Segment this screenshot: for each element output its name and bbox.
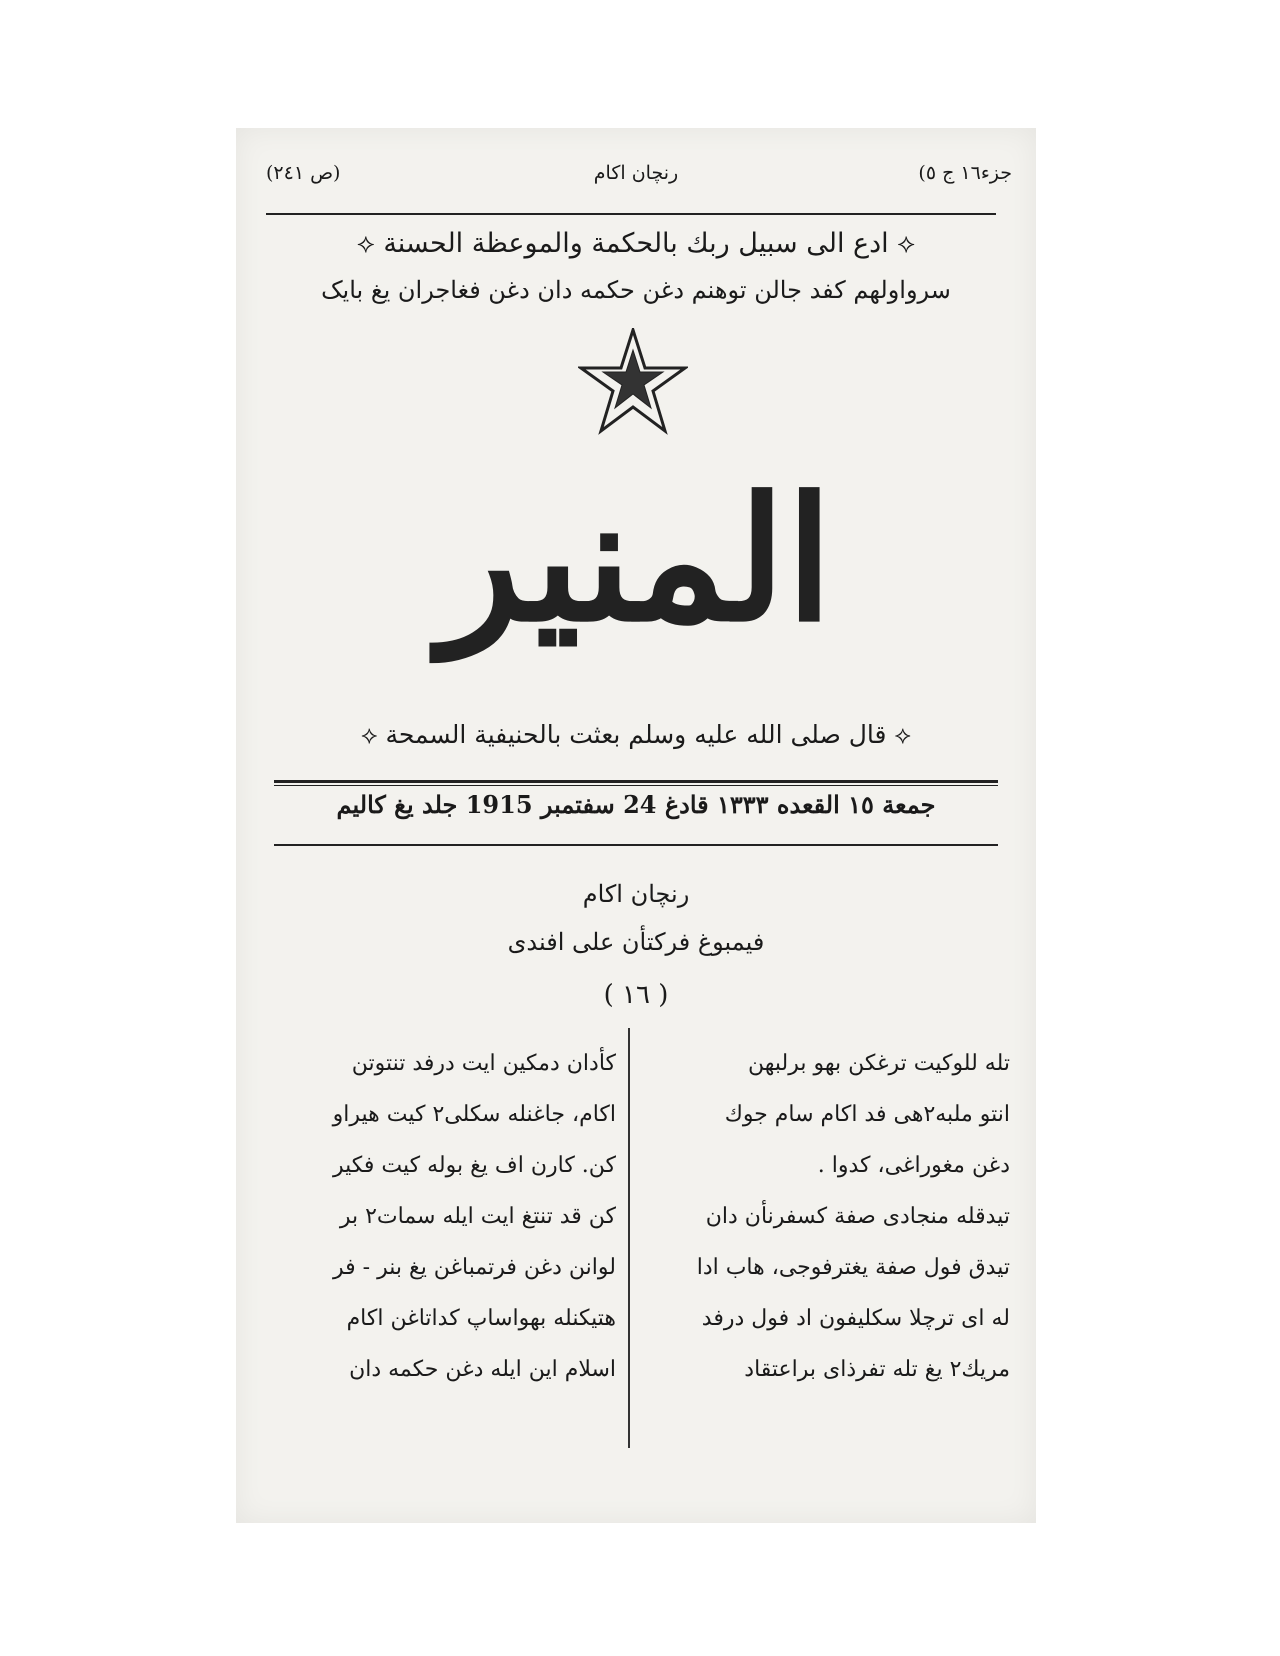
ornament-icon: ⟡ [356, 228, 375, 259]
column-line: تله للوکیت ترغکن بهو برلبهن [747, 1051, 1010, 1076]
article-number: ( ١٦ ) [603, 980, 669, 1010]
star-icon [578, 328, 688, 436]
masthead-title: المنير [439, 460, 833, 660]
column-line: تیدق فول صفة یغترفوجی، هاب ادا [696, 1255, 1010, 1280]
dateline: جمعة ١٥ القعده ١٣٣٣ قادغ 24 سفتمبر 1915 جلد یغ کالیم [336, 790, 936, 819]
dateline-top-rule-thin [274, 785, 998, 786]
column-line: له ای ترچلا سکلیفون اد فول درفد [701, 1306, 1010, 1331]
column-divider [628, 1028, 630, 1448]
column-line: اکام، جاغنله سکلی٢ کیت هیراو [332, 1102, 616, 1127]
column-line: کن. کارن اف یغ بوله کیت فکیر [332, 1153, 616, 1178]
column-line: تیدقله منجادی صفة کسفرنأن دان [705, 1204, 1010, 1229]
column-line: کأدان دمکین ایت درفد تنتوتن [351, 1051, 616, 1076]
dateline-bottom-rule [274, 844, 998, 846]
masthead-hadith-text: قال صلی الله علیه وسلم بعثت بالحنیفیة السمحة [385, 720, 887, 749]
ornament-icon: ⟡ [897, 228, 916, 259]
right-column [660, 1038, 1010, 1395]
ornament-icon: ⟡ [361, 720, 378, 749]
article-title: رنچان اکام [582, 880, 690, 908]
page-number: (ص ٢٤١) [266, 162, 341, 184]
article-author: فیمبوغ فرکتأن علی افندی [507, 928, 765, 956]
column-line: لوانن دغن فرتمباغن یغ بنر - فر [333, 1255, 616, 1280]
column-line: اسلام این ایله دغن حکمه دان [349, 1357, 616, 1382]
masthead-verse [276, 228, 996, 260]
issue-reference: جزء١٦ ج ٥) [918, 162, 1012, 184]
ornament-icon: ⟡ [894, 720, 911, 749]
column-line: مریك٢ یغ تله تفرذای براعتقاد [744, 1357, 1010, 1382]
column-line: انتو ملبه٢هی فد اکام سام جوك [724, 1102, 1010, 1127]
column-line: دغن مغوراغی، کدوا . [817, 1153, 1010, 1178]
masthead-verse-text: ادع الی سبیل ربك بالحکمة والموعظة الحسنة [383, 228, 889, 259]
column-line: هتیکنله بهواساپ کداتاغن اکام [346, 1306, 616, 1331]
running-title: رنچان اکام [593, 162, 679, 184]
left-column [266, 1038, 616, 1395]
column-line: کن قد تنتغ ایت ایله سمات٢ بر [339, 1204, 616, 1229]
dateline-top-rule [274, 780, 998, 783]
newspaper-page [236, 128, 1036, 1523]
masthead-translation: سرواولهم کفد جالن توهنم دغن حکمه دان دغن فغاجران یغ بایک [321, 276, 951, 304]
header-rule [266, 213, 996, 215]
masthead-hadith [276, 720, 996, 750]
